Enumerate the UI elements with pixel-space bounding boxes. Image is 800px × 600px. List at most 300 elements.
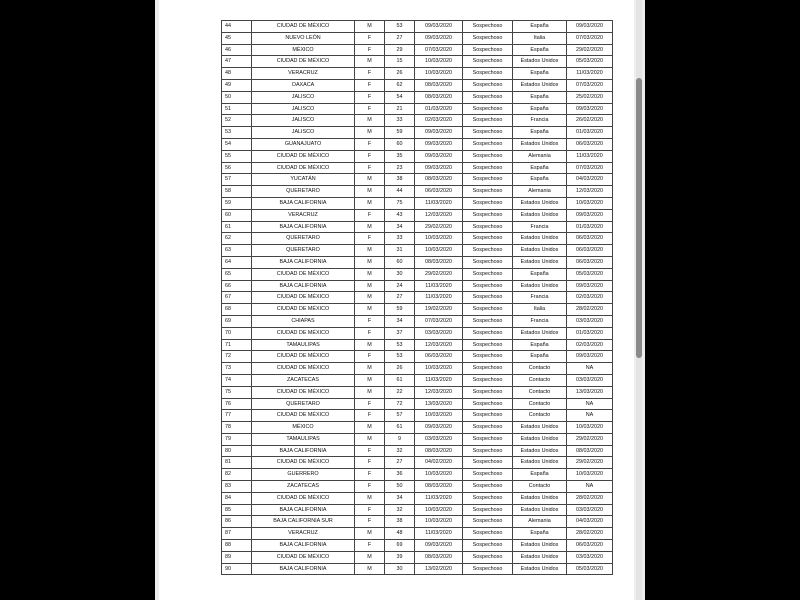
table-cell: M: [355, 197, 385, 209]
table-cell: 12/03/2020: [415, 386, 463, 398]
table-cell: 38: [385, 174, 415, 186]
table-row: [222, 56, 613, 68]
table-cell: CIUDAD DE MÉXICO: [252, 292, 355, 304]
table-cell: MÉXICO: [252, 44, 355, 56]
table-cell: Estados Unidos: [513, 551, 567, 563]
table-cell: Alemania: [513, 186, 567, 198]
table-cell: Sospechoso: [463, 339, 513, 351]
table-cell: 09/03/2020: [567, 21, 613, 33]
table-cell: F: [355, 540, 385, 552]
table-cell: OAXACA: [252, 79, 355, 91]
table-cell: Sospechoso: [463, 457, 513, 469]
table-cell: 35: [385, 150, 415, 162]
table-cell: 53: [385, 351, 415, 363]
table-cell: 69: [385, 540, 415, 552]
table-cell: 08/03/2020: [415, 551, 463, 563]
table-cell: BAJA CALIFORNIA: [252, 256, 355, 268]
table-cell: 13/03/2020: [567, 386, 613, 398]
table-cell: 10/03/2020: [415, 363, 463, 375]
table-cell: NA: [567, 410, 613, 422]
table-cell: 11/03/2020: [415, 492, 463, 504]
table-cell: 34: [385, 492, 415, 504]
table-cell: Francia: [513, 115, 567, 127]
table-cell: Francia: [513, 292, 567, 304]
table-cell: 10/03/2020: [567, 422, 613, 434]
table-cell: M: [355, 186, 385, 198]
table-cell: 33: [385, 115, 415, 127]
table-cell: 23: [385, 162, 415, 174]
table-row: [222, 457, 613, 469]
table-cell: 45: [222, 32, 252, 44]
table-cell: 15: [385, 56, 415, 68]
table-cell: España: [513, 91, 567, 103]
table-cell: Sospechoso: [463, 91, 513, 103]
table-cell: M: [355, 528, 385, 540]
table-cell: 09/03/2020: [415, 162, 463, 174]
table-cell: 09/03/2020: [415, 32, 463, 44]
table-cell: 50: [222, 91, 252, 103]
table-cell: 81: [222, 457, 252, 469]
table-cell: 64: [222, 256, 252, 268]
table-cell: 10/03/2020: [415, 56, 463, 68]
table-cell: 32: [385, 504, 415, 516]
table-row: [222, 256, 613, 268]
table-cell: 87: [222, 528, 252, 540]
table-cell: VERACRUZ: [252, 209, 355, 221]
table-cell: 75: [385, 197, 415, 209]
table-cell: 11/03/2020: [415, 292, 463, 304]
table-cell: 09/03/2020: [415, 150, 463, 162]
table-cell: TAMAULIPAS: [252, 339, 355, 351]
table-cell: CIUDAD DE MÉXICO: [252, 304, 355, 316]
table-row: [222, 327, 613, 339]
table-cell: Sospechoso: [463, 186, 513, 198]
table-cell: Estados Unidos: [513, 280, 567, 292]
table-cell: Estados Unidos: [513, 563, 567, 575]
table-cell: M: [355, 386, 385, 398]
table-cell: 62: [385, 79, 415, 91]
table-cell: 09/03/2020: [567, 351, 613, 363]
table-cell: 11/03/2020: [567, 150, 613, 162]
table-cell: 85: [222, 504, 252, 516]
table-cell: 07/03/2020: [567, 162, 613, 174]
table-cell: Estados Unidos: [513, 540, 567, 552]
table-cell: F: [355, 351, 385, 363]
table-cell: Sospechoso: [463, 351, 513, 363]
table-cell: 88: [222, 540, 252, 552]
table-cell: 10/03/2020: [415, 504, 463, 516]
table-cell: M: [355, 280, 385, 292]
table-cell: 63: [222, 245, 252, 257]
table-cell: Sospechoso: [463, 410, 513, 422]
table-cell: 75: [222, 386, 252, 398]
table-cell: 09/03/2020: [415, 127, 463, 139]
table-cell: Sospechoso: [463, 292, 513, 304]
table-row: [222, 469, 613, 481]
table-row: [222, 528, 613, 540]
table-cell: 07/03/2020: [415, 315, 463, 327]
table-cell: 74: [222, 374, 252, 386]
table-cell: Sospechoso: [463, 21, 513, 33]
table-cell: GUERRERO: [252, 469, 355, 481]
table-cell: Estados Unidos: [513, 433, 567, 445]
table-cell: JALISCO: [252, 115, 355, 127]
table-cell: 29/02/2020: [415, 268, 463, 280]
table-cell: BAJA CALIFORNIA: [252, 563, 355, 575]
table-cell: Contacto: [513, 410, 567, 422]
table-cell: España: [513, 68, 567, 80]
table-cell: 03/03/2020: [567, 504, 613, 516]
table-cell: 34: [385, 221, 415, 233]
table-cell: 36: [385, 469, 415, 481]
table-cell: 01/03/2020: [567, 327, 613, 339]
table-row: [222, 374, 613, 386]
table-cell: 06/03/2020: [567, 233, 613, 245]
table-cell: Sospechoso: [463, 315, 513, 327]
table-cell: F: [355, 150, 385, 162]
table-row: [222, 197, 613, 209]
table-cell: QUERETARO: [252, 186, 355, 198]
table-cell: 77: [222, 410, 252, 422]
table-row: [222, 162, 613, 174]
table-cell: 82: [222, 469, 252, 481]
table-cell: 29/02/2020: [567, 44, 613, 56]
table-cell: F: [355, 315, 385, 327]
table-cell: 06/03/2020: [567, 245, 613, 257]
table-cell: 12/03/2020: [567, 186, 613, 198]
table-cell: 29/02/2020: [415, 221, 463, 233]
table-cell: 03/03/2020: [567, 315, 613, 327]
table-cell: F: [355, 410, 385, 422]
table-cell: 08/03/2020: [415, 445, 463, 457]
table-cell: Sospechoso: [463, 221, 513, 233]
table-cell: M: [355, 292, 385, 304]
table-cell: 01/03/2020: [567, 127, 613, 139]
table-cell: Contacto: [513, 398, 567, 410]
table-cell: 30: [385, 268, 415, 280]
table-cell: Estados Unidos: [513, 56, 567, 68]
table-cell: F: [355, 516, 385, 528]
table-cell: Francia: [513, 221, 567, 233]
table-cell: 26: [385, 68, 415, 80]
table-cell: 54: [222, 138, 252, 150]
table-cell: Francia: [513, 315, 567, 327]
table-cell: 10/03/2020: [415, 410, 463, 422]
table-cell: M: [355, 245, 385, 257]
table-cell: M: [355, 221, 385, 233]
table-cell: 22: [385, 386, 415, 398]
table-cell: 58: [222, 186, 252, 198]
table-cell: Estados Unidos: [513, 256, 567, 268]
table-cell: 38: [385, 516, 415, 528]
table-cell: 08/03/2020: [415, 256, 463, 268]
table-cell: Estados Unidos: [513, 422, 567, 434]
vertical-scrollbar[interactable]: [636, 0, 642, 600]
table-cell: 53: [222, 127, 252, 139]
table-cell: 29/02/2020: [567, 457, 613, 469]
table-cell: M: [355, 21, 385, 33]
table-cell: 59: [385, 127, 415, 139]
table-cell: F: [355, 79, 385, 91]
table-cell: 08/03/2020: [415, 79, 463, 91]
table-cell: 34: [385, 315, 415, 327]
table-cell: 08/03/2020: [415, 481, 463, 493]
table-cell: 07/03/2020: [567, 32, 613, 44]
table-cell: 12/03/2020: [415, 339, 463, 351]
table-cell: 06/03/2020: [415, 186, 463, 198]
table-row: [222, 280, 613, 292]
table-cell: 61: [385, 422, 415, 434]
table-cell: 08/03/2020: [567, 445, 613, 457]
table-cell: 66: [222, 280, 252, 292]
table-cell: 08/03/2020: [415, 174, 463, 186]
table-cell: JALISCO: [252, 103, 355, 115]
table-cell: 10/03/2020: [567, 469, 613, 481]
table-cell: F: [355, 327, 385, 339]
table-row: [222, 150, 613, 162]
table-row: [222, 268, 613, 280]
table-cell: Sospechoso: [463, 150, 513, 162]
table-cell: 04/02/2020: [415, 457, 463, 469]
table-cell: Sospechoso: [463, 563, 513, 575]
table-cell: 01/03/2020: [567, 221, 613, 233]
table-row: [222, 516, 613, 528]
table-cell: CIUDAD DE MÉXICO: [252, 21, 355, 33]
table-row: [222, 504, 613, 516]
table-cell: 01/03/2020: [415, 103, 463, 115]
table-cell: Sospechoso: [463, 268, 513, 280]
table-cell: CIUDAD DE MÉXICO: [252, 150, 355, 162]
table-row: [222, 563, 613, 575]
table-cell: 67: [222, 292, 252, 304]
table-cell: VERACRUZ: [252, 68, 355, 80]
table-cell: 12/03/2020: [415, 209, 463, 221]
table-row: [222, 410, 613, 422]
table-row: [222, 351, 613, 363]
table-cell: España: [513, 44, 567, 56]
table-cell: 19/02/2020: [415, 304, 463, 316]
table-cell: 21: [385, 103, 415, 115]
table-cell: Sospechoso: [463, 209, 513, 221]
table-cell: 30: [385, 563, 415, 575]
table-cell: QUERETARO: [252, 233, 355, 245]
table-cell: BAJA CALIFORNIA: [252, 504, 355, 516]
table-cell: 76: [222, 398, 252, 410]
table-cell: 44: [222, 21, 252, 33]
table-cell: 86: [222, 516, 252, 528]
table-cell: 26: [385, 363, 415, 375]
table-cell: 03/03/2020: [415, 327, 463, 339]
table-row: [222, 79, 613, 91]
table-cell: M: [355, 174, 385, 186]
table-cell: 53: [385, 339, 415, 351]
table-cell: Sospechoso: [463, 481, 513, 493]
table-cell: 46: [222, 44, 252, 56]
table-cell: 25/02/2020: [567, 91, 613, 103]
table-cell: ZACATECAS: [252, 374, 355, 386]
table-cell: Estados Unidos: [513, 492, 567, 504]
table-cell: YUCATÁN: [252, 174, 355, 186]
table-cell: 11/03/2020: [415, 374, 463, 386]
table-row: [222, 551, 613, 563]
table-cell: Sospechoso: [463, 551, 513, 563]
table-row: [222, 138, 613, 150]
table-cell: CIUDAD DE MÉXICO: [252, 410, 355, 422]
table-cell: 57: [222, 174, 252, 186]
table-cell: 06/03/2020: [415, 351, 463, 363]
table-cell: España: [513, 162, 567, 174]
table-cell: 51: [222, 103, 252, 115]
table-cell: Estados Unidos: [513, 209, 567, 221]
table-cell: Sospechoso: [463, 280, 513, 292]
table-cell: 44: [385, 186, 415, 198]
table-cell: 73: [222, 363, 252, 375]
scrollbar-thumb[interactable]: [636, 78, 642, 358]
table-cell: F: [355, 103, 385, 115]
table-cell: CIUDAD DE MÉXICO: [252, 492, 355, 504]
table-cell: 10/03/2020: [415, 516, 463, 528]
table-cell: 62: [222, 233, 252, 245]
table-cell: F: [355, 209, 385, 221]
table-cell: F: [355, 445, 385, 457]
table-cell: F: [355, 32, 385, 44]
table-cell: M: [355, 492, 385, 504]
table-cell: CIUDAD DE MÉXICO: [252, 551, 355, 563]
table-cell: 09/03/2020: [567, 103, 613, 115]
table-cell: Estados Unidos: [513, 445, 567, 457]
table-cell: Estados Unidos: [513, 504, 567, 516]
table-cell: 61: [222, 221, 252, 233]
table-cell: Sospechoso: [463, 363, 513, 375]
table-cell: QUERETARO: [252, 398, 355, 410]
table-cell: 05/03/2020: [567, 56, 613, 68]
table-cell: CIUDAD DE MÉXICO: [252, 363, 355, 375]
table-cell: Contacto: [513, 386, 567, 398]
table-cell: 26/02/2020: [567, 115, 613, 127]
table-cell: España: [513, 351, 567, 363]
table-cell: QUERETARO: [252, 245, 355, 257]
table-cell: 27: [385, 457, 415, 469]
table-row: [222, 422, 613, 434]
table-cell: M: [355, 304, 385, 316]
table-cell: 29: [385, 44, 415, 56]
table-cell: Sospechoso: [463, 174, 513, 186]
table-cell: Alemania: [513, 516, 567, 528]
table-cell: 83: [222, 481, 252, 493]
table-cell: M: [355, 56, 385, 68]
table-cell: 02/03/2020: [415, 115, 463, 127]
table-cell: F: [355, 398, 385, 410]
table-cell: CIUDAD DE MÉXICO: [252, 386, 355, 398]
table-row: [222, 445, 613, 457]
table-cell: 33: [385, 233, 415, 245]
table-cell: 53: [385, 21, 415, 33]
table-cell: 80: [222, 445, 252, 457]
table-cell: M: [355, 339, 385, 351]
document-page: [159, 0, 634, 600]
table-cell: España: [513, 103, 567, 115]
table-cell: 10/03/2020: [415, 233, 463, 245]
table-cell: 07/03/2020: [415, 44, 463, 56]
table-cell: 39: [385, 551, 415, 563]
table-cell: 71: [222, 339, 252, 351]
table-row: [222, 127, 613, 139]
table-cell: 37: [385, 327, 415, 339]
table-row: [222, 292, 613, 304]
table-cell: 29/02/2020: [567, 433, 613, 445]
table-cell: M: [355, 374, 385, 386]
table-cell: 79: [222, 433, 252, 445]
table-cell: Sospechoso: [463, 422, 513, 434]
table-cell: Sospechoso: [463, 445, 513, 457]
table-cell: 31: [385, 245, 415, 257]
table-cell: 59: [222, 197, 252, 209]
table-cell: JALISCO: [252, 127, 355, 139]
table-cell: Sospechoso: [463, 79, 513, 91]
table-cell: 13/02/2020: [415, 563, 463, 575]
table-cell: Sospechoso: [463, 115, 513, 127]
table-cell: 50: [385, 481, 415, 493]
table-cell: M: [355, 268, 385, 280]
table-row: [222, 492, 613, 504]
table-cell: 69: [222, 315, 252, 327]
table-row: [222, 174, 613, 186]
table-cell: 08/03/2020: [415, 91, 463, 103]
table-cell: GUANAJUATO: [252, 138, 355, 150]
table-cell: Estados Unidos: [513, 457, 567, 469]
cases-table: [221, 20, 613, 575]
table-cell: Italia: [513, 304, 567, 316]
table-cell: 13/03/2020: [415, 398, 463, 410]
table-cell: 10/03/2020: [567, 197, 613, 209]
table-row: [222, 21, 613, 33]
table-cell: Estados Unidos: [513, 79, 567, 91]
table-cell: 52: [222, 115, 252, 127]
table-cell: 09/03/2020: [567, 280, 613, 292]
table-cell: Estados Unidos: [513, 233, 567, 245]
table-cell: Sospechoso: [463, 32, 513, 44]
table-body: [222, 21, 613, 575]
table-cell: 65: [222, 268, 252, 280]
table-row: [222, 398, 613, 410]
table-cell: 10/03/2020: [415, 469, 463, 481]
table-cell: CIUDAD DE MÉXICO: [252, 327, 355, 339]
table-cell: España: [513, 174, 567, 186]
table-cell: Estados Unidos: [513, 138, 567, 150]
table-row: [222, 304, 613, 316]
table-cell: 54: [385, 91, 415, 103]
table-cell: 27: [385, 292, 415, 304]
table-row: [222, 209, 613, 221]
table-cell: 09/03/2020: [415, 540, 463, 552]
table-cell: Sospechoso: [463, 504, 513, 516]
table-cell: CIUDAD DE MÉXICO: [252, 56, 355, 68]
table-cell: 02/03/2020: [567, 292, 613, 304]
table-cell: F: [355, 138, 385, 150]
table-cell: 04/03/2020: [567, 174, 613, 186]
table-cell: Sospechoso: [463, 469, 513, 481]
table-cell: Contacto: [513, 363, 567, 375]
table-cell: M: [355, 127, 385, 139]
table-cell: 48: [222, 68, 252, 80]
table-cell: Sospechoso: [463, 374, 513, 386]
table-cell: Italia: [513, 32, 567, 44]
table-row: [222, 540, 613, 552]
table-cell: CIUDAD DE MÉXICO: [252, 268, 355, 280]
table-cell: Estados Unidos: [513, 327, 567, 339]
table-cell: 06/03/2020: [567, 540, 613, 552]
table-cell: Sospechoso: [463, 68, 513, 80]
